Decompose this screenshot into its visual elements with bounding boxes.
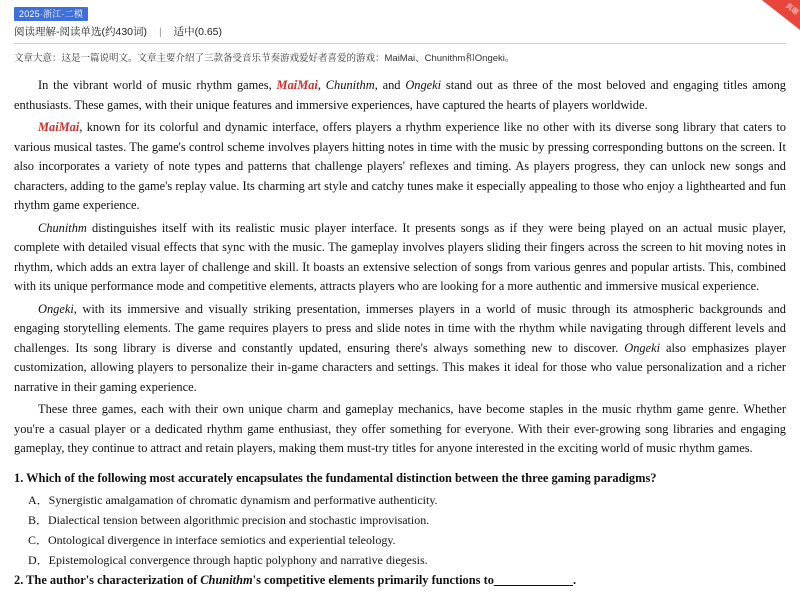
paragraph: Ongeki, with its immersive and visually striking presentation, immerses players in a world of music through its atmospheric backgrounds and engaging storytelling elements. The game requires players to press and slide notes in time with the rhythm while navigating through different levels and challenges. Its song library is diverse and constantly updated, ensuring there's always something new to discover. Ongeki also emphasizes player customization, allowing players to personalize their in-game characters and settings. This makes it ideal for those who value personalization and a richer narrative in their gaming experience. <box>14 301 786 394</box>
question-option[interactable]: A．Synergistic amalgamation of chromatic dynamism and performative authenticity. <box>28 492 438 507</box>
paragraph: MaiMai, known for its colorful and dynamic interface, offers players a rhythm experience like no other with its diverse song library that caters to various musical tastes. The game's control scheme involves players hitting notes in time with the music by pressing corresponding buttons on the screen. It also incorporates a variety of note types and patterns that challenge players' reflexes and timing. As players progress, they can unlock new songs and characters, adding to the game's replay value. Its charming art style and catchy tunes make it especially appealing to those who enjoy a lighthearted and fun rhythm game experience. <box>14 120 786 212</box>
paragraph: In the vibrant world of music rhythm games, MaiMai, Chunithm, and Ongeki stand out as three of the most beloved and engaging titles among enthusiasts. These games, with their unique features and immersive experiences, have captured the hearts of players worldwide. <box>14 78 786 112</box>
question-stem: 2. The author's characterization of Chunithm's competitive elements primarily functions to___________. <box>14 572 577 587</box>
passage-summary: 文章大意：这是一篇说明文。文章主要介绍了三款备受音乐节奏游戏爱好者喜爱的游戏：MaiMai、Chunithm和Ongeki。 <box>14 53 515 64</box>
answer-blank: ___________ <box>493 572 574 587</box>
exam-source-tag[interactable]: 2025·浙江·二模 <box>14 7 88 21</box>
italic-term: Ongeki <box>38 301 74 316</box>
header-divider <box>14 43 786 44</box>
meta-separator: | <box>158 26 162 38</box>
difficulty-label: 适中(0.65) <box>173 26 223 38</box>
questions-list <box>14 468 786 591</box>
paragraph: These three games, each with their own unique charm and gameplay mechanics, have become staples in the music rhythm game genre. Whether you're a casual player or a dedicated rhythm game enthusiast, they offer something for everyone. With their ever-growing song libraries and engaging gameplay, they continue to attract and retain players, making them must-try titles for anyone interested in the exciting world of music rhythm games. <box>14 402 786 455</box>
question-option[interactable]: D．Epistemological convergence through haptic polyphony and narrative diegesis. <box>28 552 428 567</box>
exam-ribbon <box>756 0 800 30</box>
italic-term: Chunithm <box>38 220 87 235</box>
question-type-label: 阅读理解-阅读单选(约430词) <box>14 26 148 38</box>
paragraph: Chunithm distinguishes itself with its realistic music player interface. It presents songs as if they were being played on an actual music player, complete with detailed visual effects that sync with the music. The gameplay involves players sliding their fingers across the screen to hit moving notes in rhythm, which adds an extra layer of challenge and skill. It boasts an extensive selection of songs from various genres and popular artists. This, combined with its unique performance mode and competitive elements, attracts players who are looking for a more authentic and immersive musical experience. <box>14 220 786 293</box>
ribbon-label: 真题 <box>784 2 800 17</box>
question-stem: 1. Which of the following most accurately encapsulates the fundamental distinction between the three gaming paradigms? <box>14 470 657 485</box>
question-option[interactable]: B．Dialectical tension between algorithmic precision and stochastic improvisation. <box>28 512 430 527</box>
keyword-term: MaiMai <box>38 120 80 134</box>
italic-term: Chunithm <box>200 572 253 587</box>
tag-row <box>14 0 786 20</box>
italic-term: Chunithm <box>325 78 375 92</box>
question-meta <box>14 25 786 39</box>
passage-body <box>14 76 786 459</box>
italic-term: Ongeki <box>624 340 661 355</box>
question-option[interactable]: C．Ontological divergence in interface semiotics and experiential teleology. <box>28 532 396 547</box>
italic-term: Ongeki <box>405 78 442 92</box>
keyword-term: MaiMai <box>276 78 318 92</box>
